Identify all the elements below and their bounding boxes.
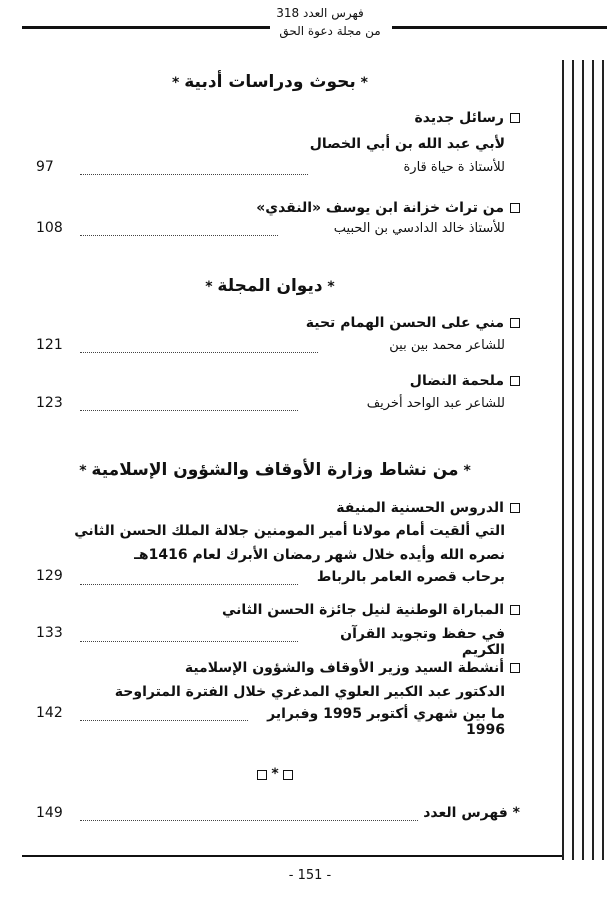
bullet-box-icon bbox=[510, 605, 520, 615]
footer-page-number: - 151 - bbox=[288, 868, 332, 883]
section-title: * ديوان المجلة * bbox=[205, 276, 335, 296]
entry-line: للأستاذ ة حياة قارة bbox=[403, 160, 505, 175]
dot-leader bbox=[80, 352, 318, 353]
dot-leader bbox=[80, 410, 298, 411]
bullet-box-icon bbox=[510, 376, 520, 386]
box-icon bbox=[283, 770, 293, 780]
entry-title: أنشطة السيد وزير الأوقاف والشؤون الإسلامية bbox=[60, 660, 520, 676]
entry-line: للشاعر محمد بين بين bbox=[389, 338, 505, 353]
entry-title: من تراث خزانة ابن يوسف «النقدي» bbox=[60, 200, 520, 216]
star-icon: * bbox=[271, 766, 279, 782]
header-magazine: من مجلة دعوة الحق bbox=[279, 24, 381, 38]
page-number: 133 bbox=[36, 625, 63, 641]
box-icon bbox=[257, 770, 267, 780]
page-number: 123 bbox=[36, 395, 63, 411]
dot-leader bbox=[80, 641, 298, 642]
header-issue: فهرس العدد 318 bbox=[276, 6, 364, 20]
entry-line: في حفظ وتجويد القرآن الكريم bbox=[340, 626, 505, 658]
page-number: 97 bbox=[36, 159, 54, 175]
index-entry-title: * فهرس العدد bbox=[423, 805, 520, 821]
page-number: 108 bbox=[36, 220, 63, 236]
entry-title: ملحمة النضال bbox=[60, 373, 520, 389]
dot-leader bbox=[80, 720, 248, 721]
dot-leader bbox=[80, 235, 278, 236]
dot-leader bbox=[80, 820, 418, 821]
entry-title: رسائل جديدة bbox=[60, 110, 520, 126]
entry-line: لأبي عبد الله بن أبي الخصال bbox=[309, 136, 505, 152]
bullet-box-icon bbox=[510, 503, 520, 513]
bullet-box-icon bbox=[510, 318, 520, 328]
dot-leader bbox=[80, 584, 298, 585]
entry-title: الدروس الحسنية المنيفة bbox=[60, 500, 520, 516]
entry-line: الدكتور عبد الكبير العلوي المدغري خلال الفترة المتراوحة bbox=[114, 684, 505, 700]
bullet-box-icon bbox=[510, 203, 520, 213]
header-rule-left bbox=[22, 26, 270, 29]
entry-title: مني على الحسن الهمام تحية bbox=[60, 315, 520, 331]
bullet-box-icon bbox=[510, 663, 520, 673]
separator-ornament bbox=[245, 766, 305, 782]
header-rule-right bbox=[392, 26, 607, 29]
entry-line: برحاب قصره العامر بالرباط bbox=[316, 569, 505, 585]
dot-leader bbox=[80, 174, 308, 175]
entry-line: للشاعر عبد الواحد أخريف bbox=[366, 396, 505, 411]
section-title: * بحوث ودراسات أدبية * bbox=[172, 72, 368, 92]
entry-line: ما بين شهري أكتوبر 1995 وفبراير 1996 bbox=[267, 706, 505, 738]
entry-title: المباراة الوطنية لنيل جائزة الحسن الثاني bbox=[60, 602, 520, 618]
section-title: * من نشاط وزارة الأوقاف والشؤون الإسلامية * bbox=[79, 460, 471, 480]
page-number: 129 bbox=[36, 568, 63, 584]
entry-line: نصره الله وأيده خلال شهر رمضان الأبرك لعام 1416هـ bbox=[134, 547, 505, 563]
bottom-rule bbox=[22, 855, 562, 857]
page-number: 121 bbox=[36, 337, 63, 353]
page-number: 149 bbox=[36, 805, 63, 821]
entry-line: للأستاذ خالد الدادسي بن الحبيب bbox=[333, 221, 505, 236]
bullet-box-icon bbox=[510, 113, 520, 123]
entry-line: التي ألقيت أمام مولانا أمير المومنين جلالة الملك الحسن الثاني bbox=[74, 523, 505, 539]
margin-lines bbox=[560, 60, 605, 860]
page-number: 142 bbox=[36, 705, 63, 721]
